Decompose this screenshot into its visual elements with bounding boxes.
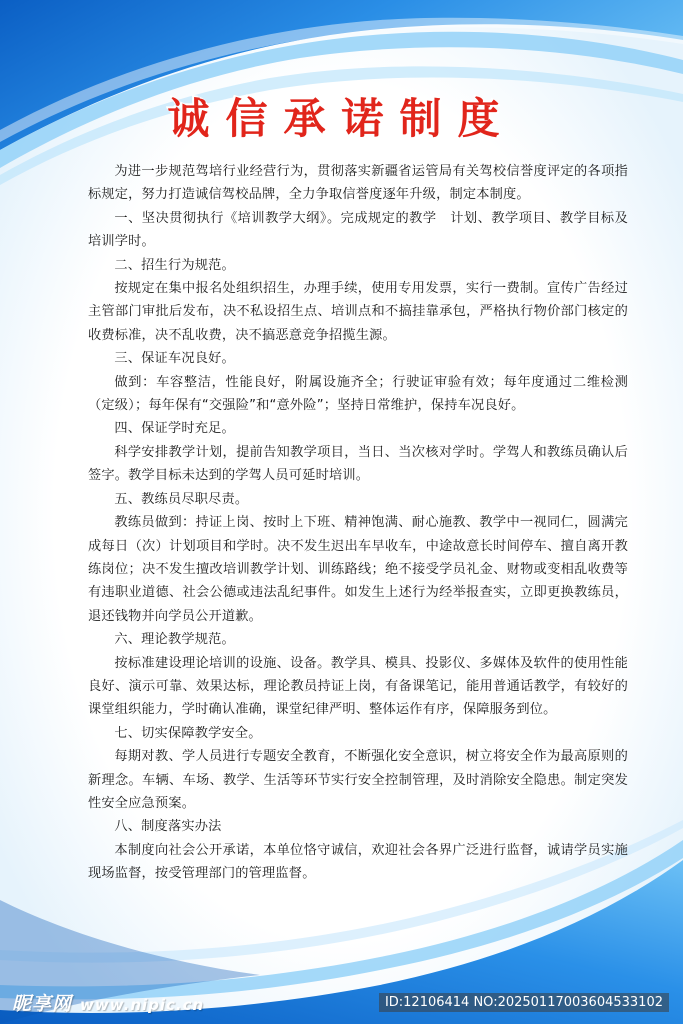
section-3-heading: 三、保证车况良好。 [114, 351, 235, 367]
section-7-heading: 七、切实保障教学安全。 [114, 725, 262, 741]
watermark-logo [12, 989, 204, 1016]
document-body [88, 160, 628, 886]
section-7-body: 每期对教、学人员进行专题安全教育，不断强化安全意识，树立将安全作为最高原则的新理念。车辆、车场、教学、生活等环节实行安全控制管理，及时消除安全隐患。制定突发性安全应急预案。 [88, 749, 628, 811]
intro-paragraph: 为进一步规范驾培行业经营行为，贯彻落实新疆省运管局有关驾校信誉度评定的各项指标规定，努力打造诚信驾校品牌，全力争取信誉度逐年升级，制定本制度。 [88, 164, 628, 203]
section-8-heading: 八、制度落实办法 [114, 819, 222, 835]
section-5-body: 教练员做到：持证上岗、按时上下班、精神饱满、耐心施教、教学中一视同仁，圆满完成每日（次）计划项目和学时。决不发生迟出车早收车，中途故意长时间停车、擅自离开教练岗位；决不发生擅改培训教学计划、训练路线；绝不接受学员礼金、财物或变相乱收费等有违职业道德、社会公德或违法乱纪事件。如发生上述行为经举报查实，立即更换教练员，退还钱物并向学员公开道歉。 [88, 515, 628, 624]
section-6-body: 按标准建设理论培训的设施、设备。教学具、模具、投影仪、多媒体及软件的使用性能良好、演示可靠、效果达标，理论教员持证上岗，有备课笔记，能用普通话教学，有较好的课堂组织能力，学时确认准确，课堂纪律严明、整体运作有序，保障服务到位。 [88, 655, 628, 718]
section-1-heading: 一、坚决贯彻执行《培训教学大纲》。完成规定的教学 计划、教学项目、教学目标及培训学时。 [88, 210, 628, 250]
page-title: 诚信承诺制度 [167, 94, 516, 143]
section-3-body: 做到：车容整洁，性能良好，附属设施齐全；行驶证审验有效；每年度通过二维检测（定级）；每年保有“交强险”和“意外险”；坚持日常维护，保持车况良好。 [88, 374, 628, 414]
section-4-body: 科学安排教学计划，提前告知教学项目，当日、当次核对学时。学驾人和教练员确认后签字。教学目标未达到的学驾人员可延时培训。 [88, 444, 628, 484]
section-6-heading: 六、理论教学规范。 [114, 632, 235, 648]
section-2-body: 按规定在集中报名处组织招生，办理手续，使用专用发票，实行一费制。宣传广告经过主管部门审批后发布，决不私设招生点、培训点和不搞挂靠承包，严格执行物价部门核定的收费标准，决不乱收费，决不搞恶意竞争招揽生源。 [88, 281, 628, 343]
watermark-logo-text: 昵享网 [12, 993, 73, 1015]
section-4-heading: 四、保证学时充足。 [114, 421, 235, 437]
section-2-heading: 二、招生行为规范。 [114, 257, 235, 273]
section-8-body: 本制度向社会公开承诺，本单位恪守诚信，欢迎社会各界广泛进行监督，诚请学员实施现场监督，按受管理部门的管理监督。 [88, 842, 628, 882]
watermark-id: ID:12106414 NO:20250117003604533102 [379, 993, 669, 1012]
section-5-heading: 五、教练员尽职尽责。 [114, 491, 249, 507]
watermark-site: www.nipic.cn [80, 996, 205, 1014]
